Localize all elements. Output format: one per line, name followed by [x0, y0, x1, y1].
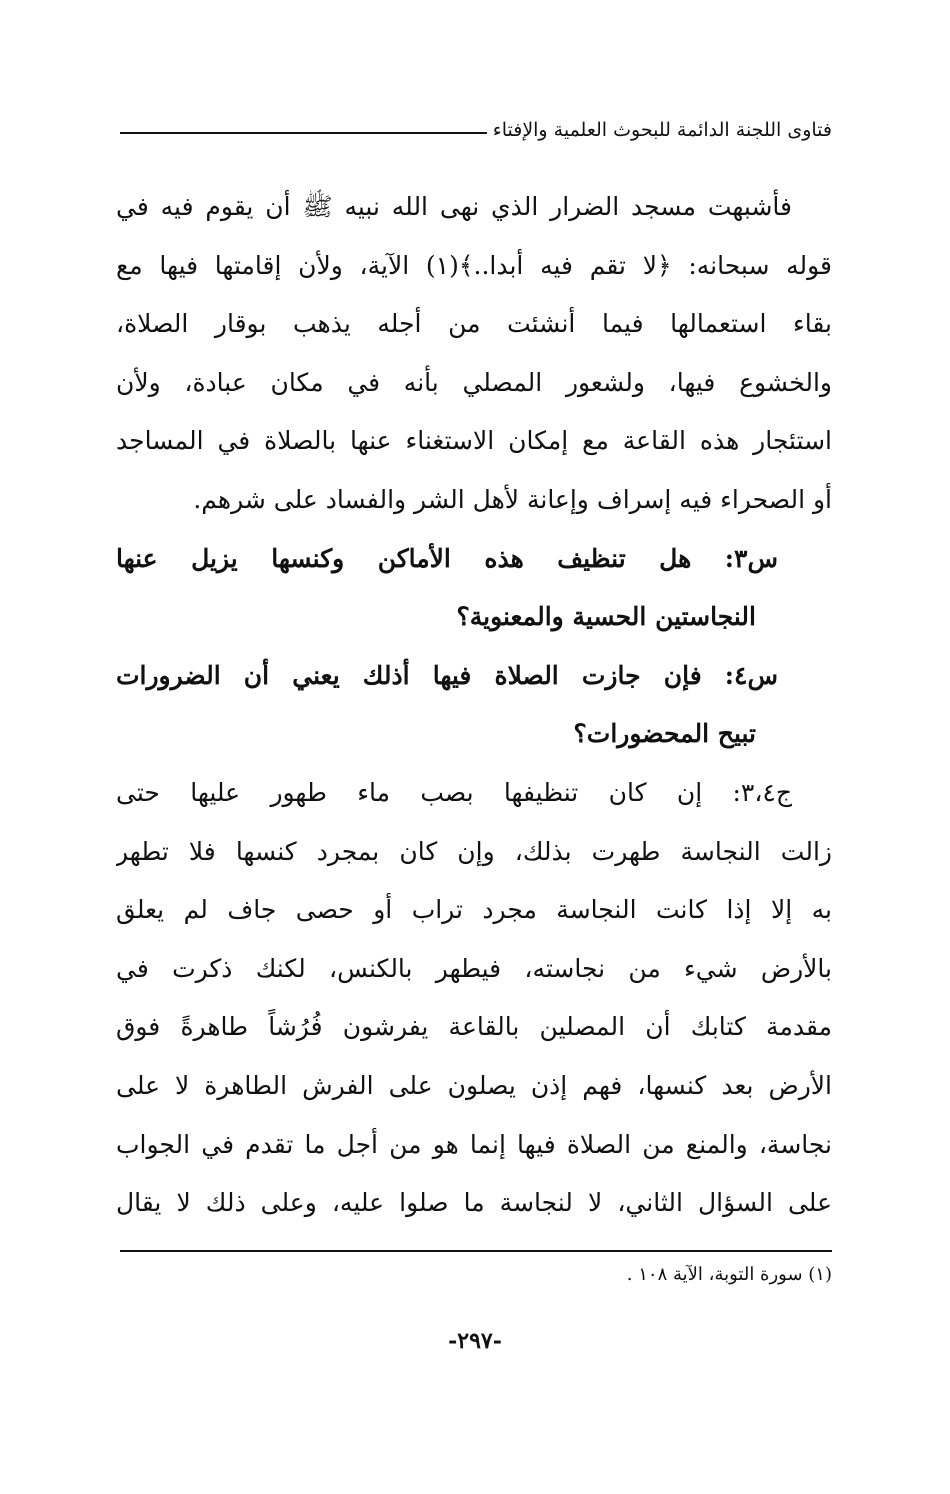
answer-line: نجاسة، والمنع من الصلاة فيها إنما هو من أجل ما تقدم في الجواب: [116, 1129, 832, 1159]
answer-line: بالأرض شيء من نجاسته، فيطهر بالكنس، لكنك ذكرت في: [116, 953, 832, 983]
answer-line: على السؤال الثاني، لا لنجاسة ما صلوا عليه، وعلى ذلك لا يقال: [116, 1188, 832, 1218]
question-4-line: تبيح المحضورات؟: [573, 719, 756, 749]
text-line: أو الصحراء فيه إسراف وإعانة لأهل الشر والفساد على شرهم.: [193, 484, 832, 514]
text-line: بقاء استعمالها فيما أنشئت من أجله يذهب بوقار الصلاة،: [116, 309, 832, 339]
text-line: قوله سبحانه: ﴿لا تقم فيه أبدا..﴾(١) الآية، ولأن إقامتها فيها مع: [116, 250, 832, 280]
header-rule: [120, 132, 487, 134]
text-line: والخشوع فيها، ولشعور المصلي بأنه في مكان عبادة، ولأن: [116, 367, 832, 397]
footnote-rule: [120, 1250, 832, 1252]
body-text: [116, 178, 832, 1233]
answer-line: مقدمة كتابك أن المصلين بالقاعة يفرشون فُرُشاً طاهرةً فوق: [116, 1012, 832, 1042]
footnote: (١) سورة التوبة، الآية ١٠٨ .: [626, 1264, 832, 1285]
book-title: فتاوى اللجنة الدائمة للبحوث العلمية والإفتاء: [492, 119, 832, 141]
answer-line: ج٣،٤: إن كان تنظيفها بصب ماء طهور عليها حتى: [116, 777, 792, 807]
answer-line: الأرض بعد كنسها، فهم إذن يصلون على الفرش الطاهرة لا على: [116, 1070, 832, 1100]
question-3-line: س٣: هل تنظيف هذه الأماكن وكنسها يزيل عنها: [116, 543, 778, 573]
question-3-line: النجاستين الحسية والمعنوية؟: [456, 602, 756, 632]
question-4-line: س٤: فإن جازت الصلاة فيها أذلك يعني أن الضرورات: [116, 660, 778, 690]
page-number: -٢٩٧-: [448, 1328, 502, 1354]
answer-line: به إلا إذا كانت النجاسة مجرد تراب أو حصى جاف لم يعلق: [116, 895, 832, 925]
text-line: فأشبهت مسجد الضرار الذي نهى الله نبيه ﷺ أن يقوم فيه في: [116, 192, 792, 221]
text-line: استئجار هذه القاعة مع إمكان الاستغناء عنها بالصلاة في المساجد: [116, 426, 832, 456]
answer-line: زالت النجاسة طهرت بذلك، وإن كان بمجرد كنسها فلا تطهر: [116, 836, 832, 866]
running-header: [120, 110, 832, 150]
